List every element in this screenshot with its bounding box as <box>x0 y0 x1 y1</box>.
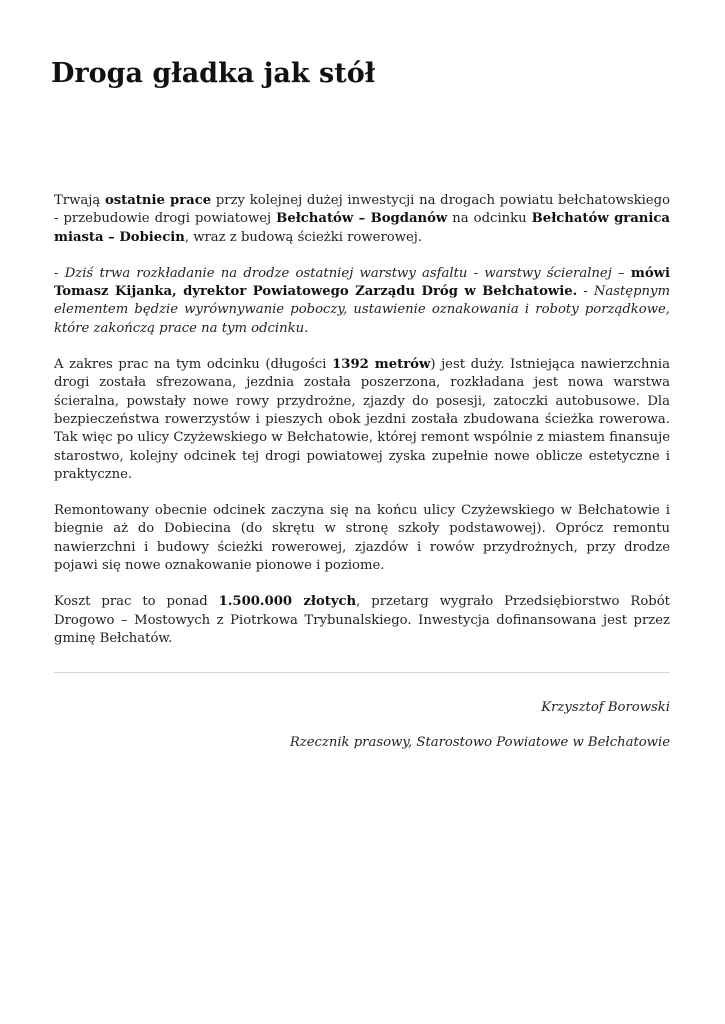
text-run: Koszt prac to ponad <box>54 594 219 610</box>
italic-run: - Następnym elementem będzie wyrównywanie poboczy, ustawienie oznakowania i roboty porządkowe, które zakończą prace na tym odcinku. <box>54 284 670 336</box>
divider <box>54 672 670 673</box>
bold-run: ostatnie prace <box>104 193 212 208</box>
text-run: Trwają <box>54 193 105 208</box>
text-run: ) jest duży. Istniejąca nawierzchnia drogi została sfrezowana, jezdnia została poszerzona, rozkładana jest nowa warstwa ścieralna, powstały nowe rowy przydrożne, zjazdy do posesji, zatoczki autobusowe. Dla bezpieczeństwa rowerzystów i pieszych obok jezdni została zbudowana ścieżka rowerowa. Tak więc po ulicy Czyżewskiego w Bełchatowie, której remont wspólnie z miastem finansuje starostwo, kolejny odcinek tej drogi powiatowej zyska zupełnie nowe oblicze estetyczne i praktyczne. <box>54 357 670 482</box>
bold-run: mówi Tomasz Kijanka, dyrektor Powiatowego Zarządu Dróg w Bełchatowie. <box>54 265 670 300</box>
text-run: A zakres prac na tym odcinku (długości <box>54 357 333 373</box>
text-run: , przetarg wygrało Przedsiębiorstwo Robót Drogowo – Mostowych z Piotrkowa Trybunalskiego. Inwestycja dofinansowana jest przez gminę Bełchatów. <box>54 594 670 646</box>
text-run: , wraz z budową ścieżki rowerowej. <box>184 229 423 245</box>
paragraph-cost <box>54 593 670 648</box>
italic-run: - Dziś trwa rozkładanie na drodze ostatniej warstwy asfaltu - warstwy ścieralnej – <box>54 265 631 281</box>
paragraph-quote <box>54 265 670 338</box>
article <box>51 0 670 769</box>
bold-run: Bełchatów – Bogdanów <box>276 211 448 227</box>
paragraph-intro <box>54 192 670 247</box>
text-run: przy kolejnej dużej inwestycji na drogach powiatu bełchatowskiego - przebudowie drogi powiatowej <box>54 193 670 227</box>
signature-author: Krzysztof Borowski <box>541 700 670 716</box>
bold-run: Bełchatów granica miasta – Dobiecin <box>54 211 670 245</box>
text-run: na odcinku <box>447 211 532 227</box>
bold-run: 1.500.000 złotych <box>218 594 357 610</box>
page-title: Droga gładka jak stół <box>51 58 376 89</box>
signature-role: Rzecznik prasowy, Starostowo Powiatowe w Bełchatowie <box>289 735 670 751</box>
paragraph-section: Remontowany obecnie odcinek zaczyna się na końcu ulicy Czyżewskiego w Bełchatowie i biegnie aż do Dobiecina (do skrętu w stronę szkoły podstawowej). Oprócz remontu nawierzchni i budowy ścieżki rowerowej, zjazdów i rowów przydrożnych, przy drodze pojawi się nowe oznakowanie pionowe i poziome. <box>54 503 670 574</box>
paragraph-scope <box>54 356 670 484</box>
signature <box>54 699 670 752</box>
bold-run: 1392 metrów <box>332 357 431 373</box>
article-body <box>54 192 670 648</box>
